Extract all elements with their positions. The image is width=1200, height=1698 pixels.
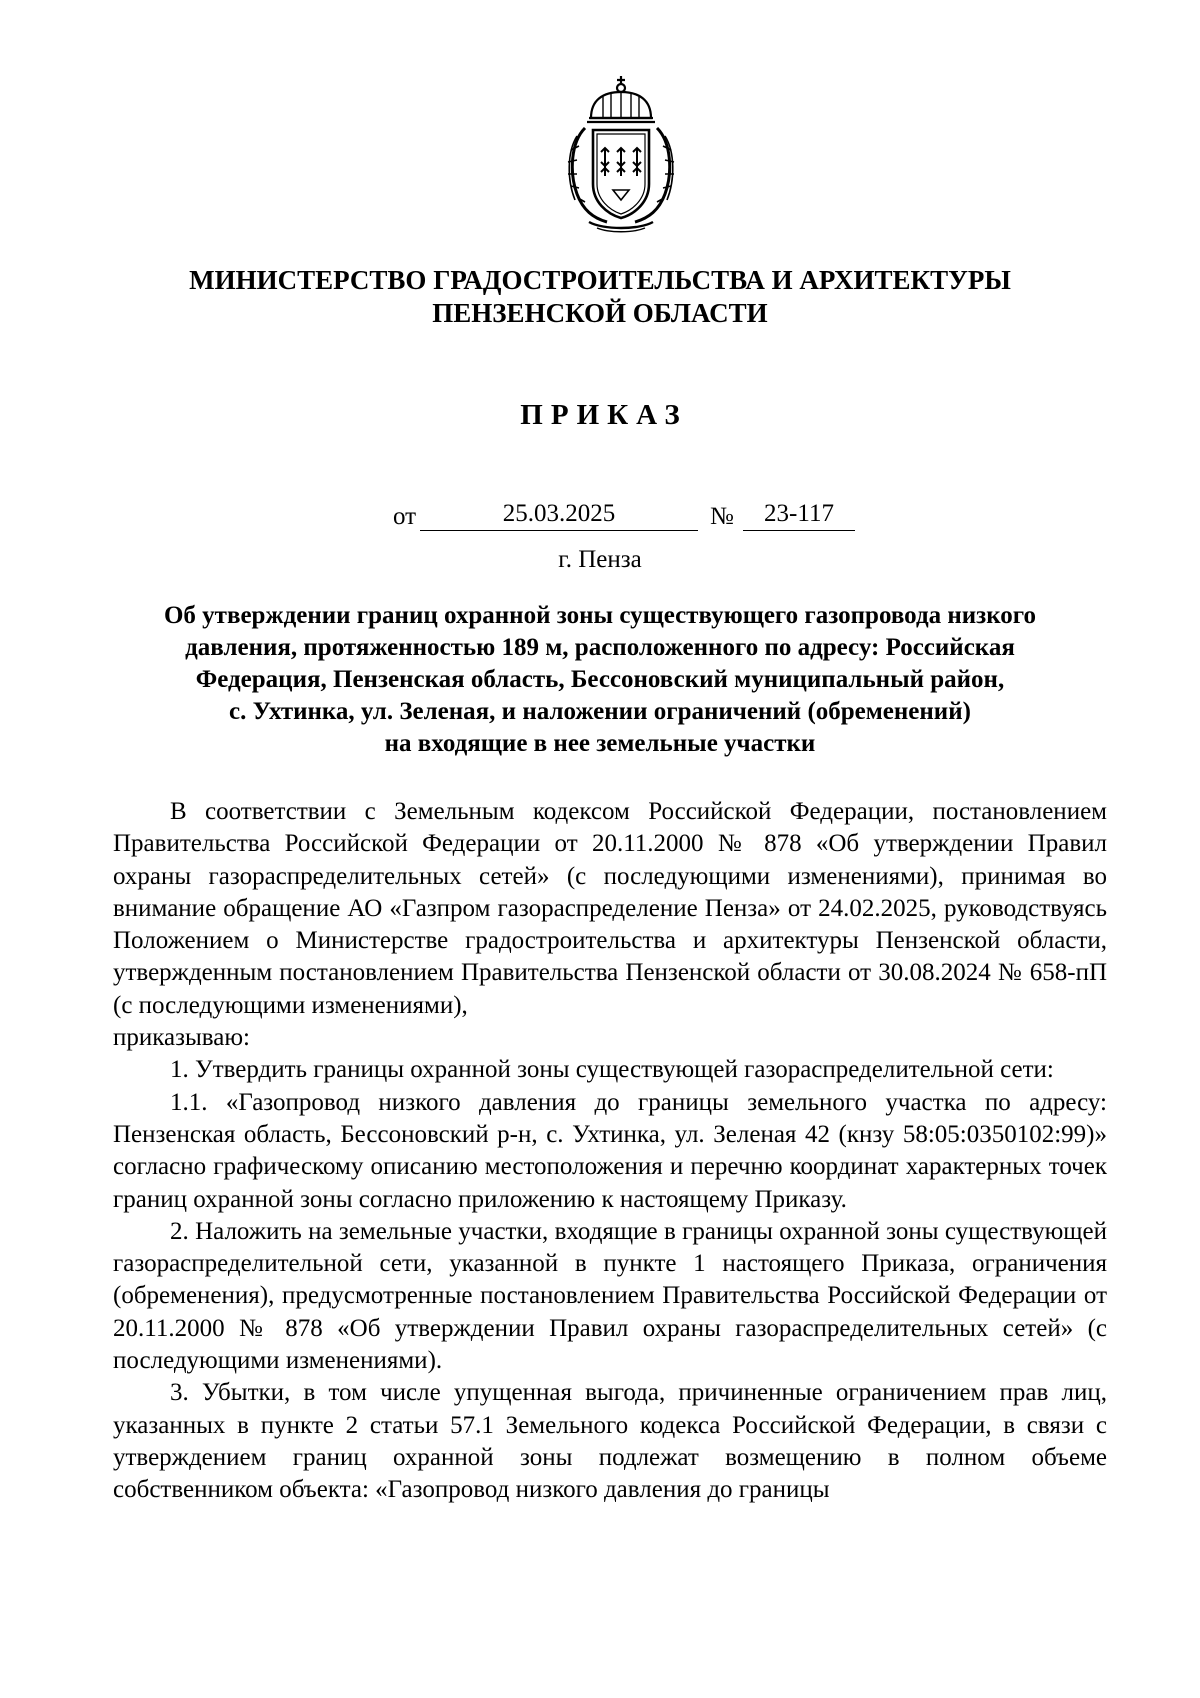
order-word: приказываю: — [113, 1024, 250, 1052]
title-line: на входящие в нее земельные участки — [384, 730, 816, 757]
title-line: с. Ухтинка, ул. Зеленая, и наложении ограничений (обременений) — [229, 698, 971, 725]
number-prefix: № — [710, 503, 734, 530]
document-title — [110, 600, 1090, 760]
document-body — [113, 796, 1107, 1507]
document-city: г. Пенза — [558, 546, 642, 573]
clause-1: 1. Утвердить границы охранной зоны существующей газораспределительной сети: — [170, 1056, 1054, 1084]
clause-1-1: 1.1. «Газопровод низкого давления до границы земельного участка по адресу: Пензенская область, Бессоновский р-н, с. Ухтинка, ул. Зеленая 42 (кнзу 58:05:0350102:99)» согласно графическому описанию местоположения и перечню координат характерных точек границ охранной зоны согласно приложению к настоящему Приказу. — [113, 1088, 1107, 1213]
date-prefix: от — [393, 503, 417, 530]
title-line: Об утверждении границ охранной зоны существующего газопровода низкого — [163, 602, 1037, 629]
document-date: 25.03.2025 — [420, 500, 698, 531]
preamble-paragraph: В соответствии с Земельным кодексом Российской Федерации, постановлением Правительства Российской Федерации от 20.11.2000 № 878 «Об утверждении Правил охраны газораспределительных сетей» (с последующими изменениями), принимая во внимание обращение АО «Газпром газораспределение Пенза» от 24.02.2025, руководствуясь Положением о Министерстве градостроительства и архитектуры Пензенской области, утвержденным постановлением Правительства Пензенской области от 30.08.2024 № 658-пП (с последующими изменениями), — [113, 798, 1107, 1019]
coat-of-arms-emblem — [563, 72, 679, 234]
clause-3: 3. Убытки, в том числе упущенная выгода, причиненные ограничением прав лиц, указанных в пункте 2 статьи 57.1 Земельного кодекса Российской Федерации, в связи с утверждением границ охранной зоны подлежат возмещению в полном объеме собственником объекта: «Газопровод низкого давления до границы — [113, 1379, 1107, 1504]
document-number: 23-117 — [743, 500, 855, 531]
clause-2: 2. Наложить на земельные участки, входящие в границы охранной зоны существующей газораспределительной сети, указанной в пункте 1 настоящего Приказа, ограничения (обременения), предусмотренные постановлением Правительства Российской Федерации от 20.11.2000 № 878 «Об утверждении Правил охраны газораспределительных сетей» (с последующими изменениями). — [113, 1217, 1107, 1375]
title-line: давления, протяженностью 189 м, расположенного по адресу: Российская — [185, 634, 1015, 661]
ministry-name-line-2: ПЕНЗЕНСКОЙ ОБЛАСТИ — [432, 298, 768, 328]
document-type-heading: ПРИКАЗ — [520, 399, 688, 431]
title-line: Федерация, Пензенская область, Бессоновский муниципальный район, — [195, 666, 1005, 693]
ministry-name-line-1: МИНИСТЕРСТВО ГРАДОСТРОИТЕЛЬСТВА И АРХИТЕКТУРЫ — [189, 265, 1011, 295]
